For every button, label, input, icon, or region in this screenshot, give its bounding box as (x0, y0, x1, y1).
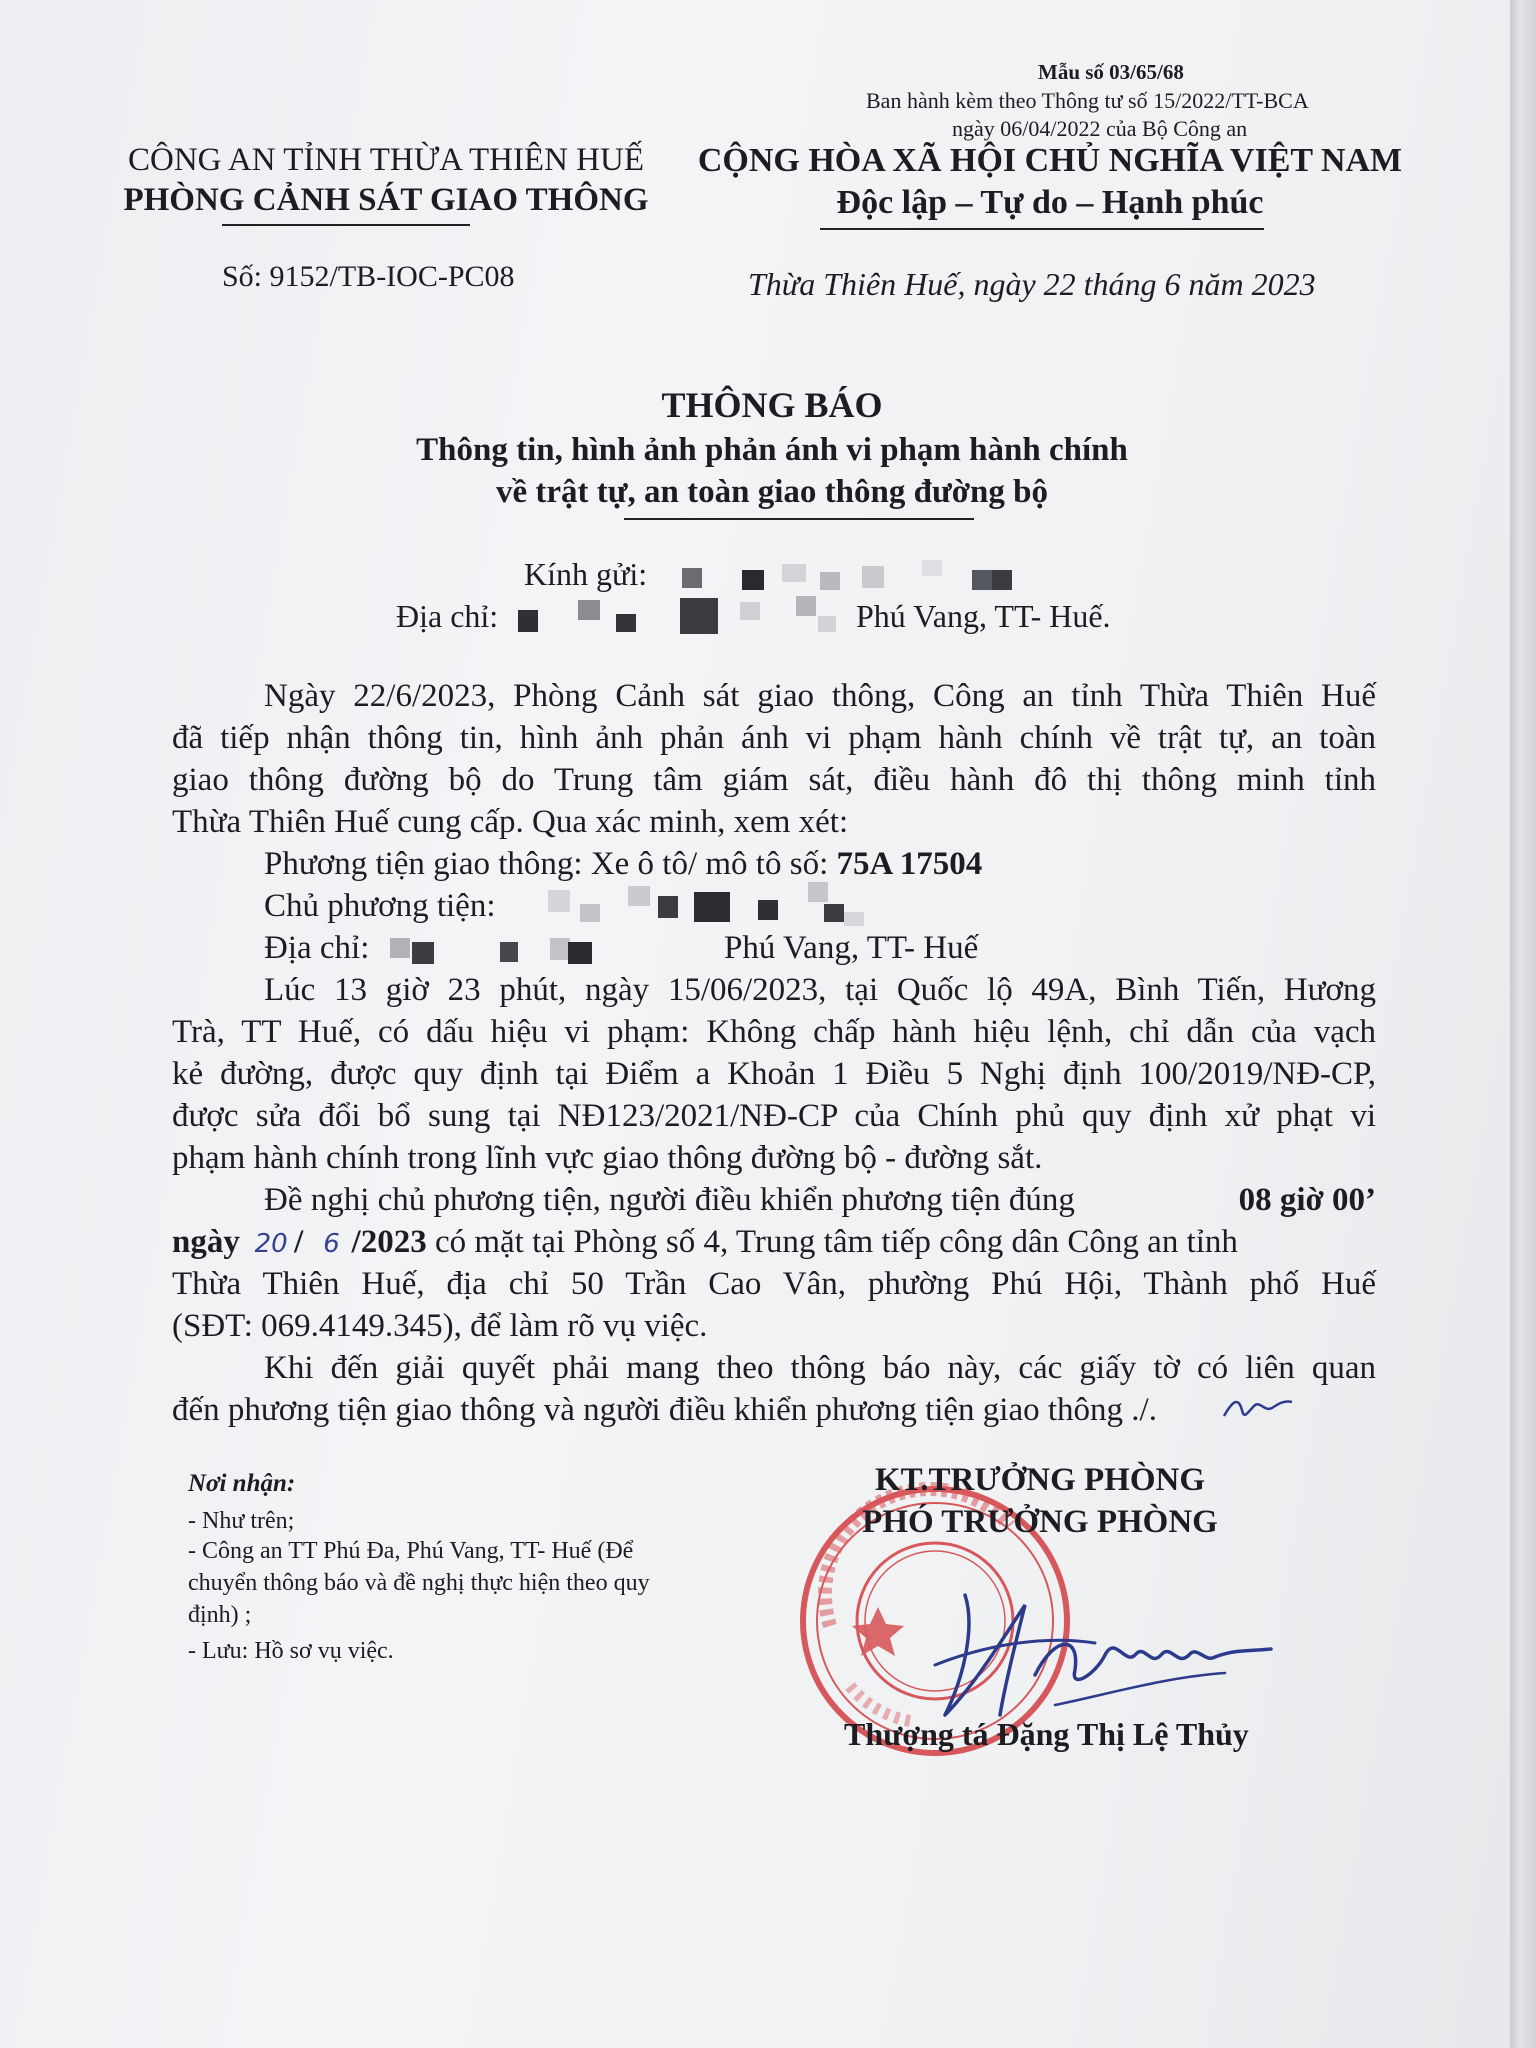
recipient-item: chuyển thông báo và đề nghị thực hiện theo quy (188, 1570, 650, 1596)
agency-underline (222, 224, 470, 226)
body-line-p2-1: Lúc 13 giờ 23 phút, ngày 15/06/2023, tại Quốc lộ 49A, Bình Tiến, Hương (264, 972, 1376, 1008)
handwritten-signature (905, 1565, 1275, 1725)
signer-name: Thượng tá Đặng Thị Lệ Thủy (844, 1716, 1249, 1752)
appointment-slash: / (294, 1224, 304, 1260)
form-code: Mẫu số 03/65/68 (1038, 60, 1184, 84)
form-basis-line1: Ban hành kèm theo Thông tư số 15/2022/TT-BCA (866, 88, 1309, 113)
recipient-item: - Lưu: Hồ sơ vụ việc. (188, 1638, 394, 1664)
body-line-p3-2 (172, 1224, 1376, 1261)
body-line-p3-3: Thừa Thiên Huế, địa chỉ 50 Trần Cao Vân, phường Phú Hội, Thành phố Huế (172, 1266, 1376, 1302)
document-title: THÔNG BÁO (661, 385, 883, 425)
recipient-address-suffix: Phú Vang, TT- Huế. (856, 598, 1111, 634)
national-motto: Độc lập – Tự do – Hạnh phúc (836, 184, 1264, 221)
vehicle-label: Phương tiện giao thông: Xe ô tô/ mô tô số: (264, 846, 837, 882)
signature-position: PHÓ TRƯỞNG PHÒNG (862, 1504, 1218, 1540)
body-line-p1-3: giao thông đường bộ do Trung tâm giám sát, điều hành đô thị thông minh tỉnh (172, 762, 1376, 798)
body-line-p4-1: Khi đến giải quyết phải mang theo thông báo này, các giấy tờ có liên quan (264, 1350, 1376, 1386)
appointment-request: Đề nghị chủ phương tiện, người điều khiển phương tiện đúng (264, 1182, 1075, 1218)
document-subtitle-line1: Thông tin, hình ảnh phản ánh vi phạm hành chính (416, 432, 1128, 468)
appointment-year: /2023 (351, 1224, 427, 1260)
body-line-p2-2: Trà, TT Huế, có dấu hiệu vi phạm: Không chấp hành hiệu lệnh, chỉ dẫn của vạch (172, 1014, 1376, 1050)
redacted-recipient-name (672, 560, 1032, 596)
handwritten-initial-mark (1218, 1382, 1298, 1432)
place-and-date: Thừa Thiên Huế, ngày 22 tháng 6 năm 2023 (748, 266, 1316, 302)
stacked-paper-edge (1510, 0, 1536, 2048)
document-subtitle-line2: về trật tự, an toàn giao thông đường bộ (495, 474, 1048, 510)
title-underline (624, 518, 974, 520)
handwritten-day: 20 (254, 1229, 288, 1259)
signature-authority: KT.TRƯỞNG PHÒNG (875, 1462, 1205, 1498)
redacted-owner-name (548, 882, 868, 926)
body-line-p1-4: Thừa Thiên Huế cung cấp. Qua xác minh, xem xét: (172, 804, 849, 840)
owner-label: Chủ phương tiện: (264, 888, 496, 924)
issuing-agency-parent: CÔNG AN TỈNH THỪA THIÊN HUẾ (127, 142, 644, 178)
body-line-p3-1 (264, 1182, 1376, 1219)
recipients-title: Nơi nhận: (188, 1470, 296, 1497)
recipient-item: định) ; (188, 1602, 252, 1628)
issuing-agency-unit: PHÒNG CẢNH SÁT GIAO THÔNG (123, 182, 649, 218)
appointment-time: 08 giờ 00’ (1238, 1182, 1376, 1218)
redacted-recipient-address (518, 596, 838, 636)
recipient-label: Kính gửi: (524, 556, 648, 592)
body-line-p1-1: Ngày 22/6/2023, Phòng Cảnh sát giao thông, Công an tỉnh Thừa Thiên Huế (264, 678, 1376, 714)
body-line-p1-2: đã tiếp nhận thông tin, hình ảnh phản ánh vi phạm hành chính về trật tự, an toàn (172, 720, 1376, 756)
appointment-place: có mặt tại Phòng số 4, Trung tâm tiếp công dân Công an tỉnh (426, 1224, 1238, 1260)
owner-address-suffix: Phú Vang, TT- Huế (724, 930, 979, 966)
vehicle-plate: 75A 17504 (836, 846, 983, 882)
body-line-p2-5: phạm hành chính trong lĩnh vực giao thông đường bộ - đường sắt. (172, 1140, 1043, 1176)
form-basis-line2: ngày 06/04/2022 của Bộ Công an (952, 116, 1248, 141)
body-line-p3-4: (SĐT: 069.4149.345), để làm rõ vụ việc. (172, 1308, 708, 1344)
document-number: Số: 9152/TB-IOC-PC08 (222, 260, 515, 293)
body-line-p4-2: đến phương tiện giao thông và người điều khiển phương tiện giao thông ./. (172, 1392, 1157, 1428)
national-title: CỘNG HÒA XÃ HỘI CHỦ NGHĨA VIỆT NAM (697, 142, 1403, 179)
recipient-address-label: Địa chỉ: (396, 598, 499, 634)
recipient-item: - Như trên; (188, 1508, 295, 1534)
body-line-p2-4: được sửa đổi bổ sung tại NĐ123/2021/NĐ-CP của Chính phủ quy định xử phạt vi (172, 1098, 1376, 1134)
vehicle-line (264, 846, 982, 883)
owner-address-label: Địa chỉ: (264, 930, 370, 966)
appointment-day-label: ngày (172, 1224, 240, 1260)
redacted-owner-address (390, 934, 600, 970)
motto-underline (820, 228, 1264, 230)
body-line-p2-3: kẻ đường, được quy định tại Điểm a Khoản 1 Điều 5 Nghị định 100/2019/NĐ-CP, (172, 1056, 1376, 1092)
handwritten-month: 6 (323, 1229, 340, 1259)
recipient-item: - Công an TT Phú Đa, Phú Vang, TT- Huế (Để (188, 1538, 634, 1564)
